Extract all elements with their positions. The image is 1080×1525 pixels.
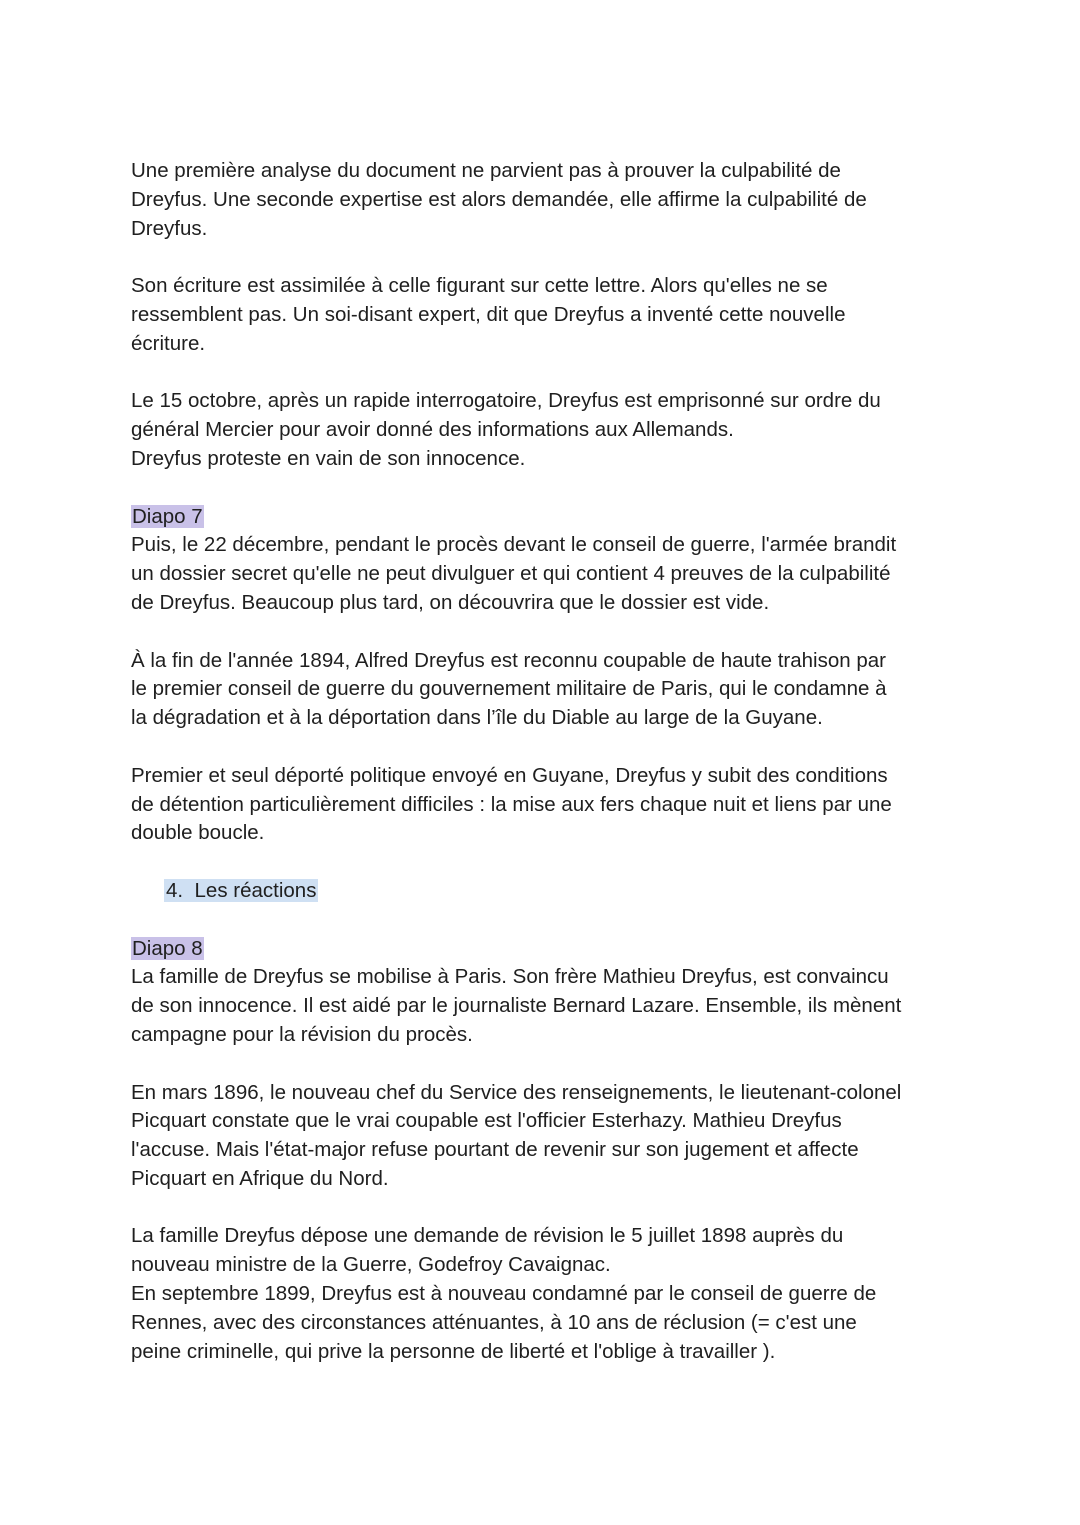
paragraph-spacer	[131, 848, 971, 877]
text-line: Dreyfus. Une seconde expertise est alors demandée, elle affirme la culpabilité de	[131, 187, 867, 211]
text-line: campagne pour la révision du procès.	[131, 1022, 473, 1046]
slide-label-line	[131, 503, 971, 532]
text-line: le premier conseil de guerre du gouvernement militaire de Paris, qui le condamne à	[131, 677, 887, 701]
slide-label: Diapo 7	[132, 504, 203, 528]
text-line: Le 15 octobre, après un rapide interrogatoire, Dreyfus est emprisonné sur ordre du	[131, 389, 881, 413]
paragraph	[131, 157, 971, 243]
text-line: l'accuse. Mais l'état-major refuse pourtant de revenir sur son jugement et affecte	[131, 1138, 859, 1162]
text-line: À la fin de l'année 1894, Alfred Dreyfus est reconnu coupable de haute trahison par	[131, 648, 886, 672]
paragraph-spacer	[131, 474, 971, 503]
text-line: La famille de Dreyfus se mobilise à Paris. Son frère Mathieu Dreyfus, est convaincu	[131, 965, 889, 989]
text-line: La famille Dreyfus dépose une demande de révision le 5 juillet 1898 auprès du	[131, 1224, 844, 1248]
text-line: Une première analyse du document ne parvient pas à prouver la culpabilité de	[131, 159, 841, 182]
text-line: peine criminelle, qui prive la personne de liberté et l'oblige à travailler ).	[131, 1339, 776, 1363]
paragraph	[131, 762, 971, 848]
paragraph-spacer	[131, 359, 971, 388]
paragraph	[131, 1222, 971, 1366]
text-line: Son écriture est assimilée à celle figurant sur cette lettre. Alors qu'elles ne se	[131, 274, 828, 298]
text-line: Dreyfus proteste en vain de son innocence.	[131, 446, 526, 470]
text-line: de détention particulièrement difficiles : la mise aux fers chaque nuit et liens par une	[131, 792, 892, 816]
slide-label: Diapo 8	[132, 936, 203, 960]
text-line: nouveau ministre de la Guerre, Godefroy Cavaignac.	[131, 1253, 611, 1277]
text-line: un dossier secret qu'elle ne peut divulguer et qui contient 4 preuves de la culpabilité	[131, 562, 891, 586]
paragraph	[131, 387, 971, 473]
paragraph-spacer	[131, 733, 971, 762]
paragraph-spacer	[131, 243, 971, 272]
text-line: ressemblent pas. Un soi-disant expert, dit que Dreyfus a inventé cette nouvelle	[131, 302, 846, 326]
text-line: de Dreyfus. Beaucoup plus tard, on découvrira que le dossier est vide.	[131, 590, 770, 614]
text-line: En mars 1896, le nouveau chef du Service des renseignements, le lieutenant-colonel	[131, 1080, 902, 1104]
section-title: Les réactions	[194, 878, 317, 902]
text-line: Picquart constate que le vrai coupable est l'officier Esterhazy. Mathieu Dreyfus	[131, 1109, 842, 1133]
text-line: Premier et seul déporté politique envoyé en Guyane, Dreyfus y subit des conditions	[131, 763, 888, 787]
paragraph-spacer	[131, 618, 971, 647]
text-line: Picquart en Afrique du Nord.	[131, 1166, 389, 1190]
paragraph-spacer	[131, 1050, 971, 1079]
paragraph	[131, 503, 971, 618]
paragraph	[131, 272, 971, 358]
section-heading-highlight	[164, 879, 318, 902]
section-number: 4.	[166, 878, 184, 902]
text-line: général Mercier pour avoir donné des informations aux Allemands.	[131, 418, 734, 442]
document-body	[131, 157, 971, 1366]
paragraph	[131, 1079, 971, 1194]
paragraph	[131, 935, 971, 1050]
paragraph	[131, 647, 971, 733]
text-line: double boucle.	[131, 821, 265, 845]
text-line: Dreyfus.	[131, 216, 208, 240]
paragraph-spacer	[131, 1194, 971, 1223]
text-line: Puis, le 22 décembre, pendant le procès devant le conseil de guerre, l'armée brandit	[131, 533, 897, 557]
text-line: En septembre 1899, Dreyfus est à nouveau condamné par le conseil de guerre de	[131, 1282, 877, 1306]
text-line: la dégradation et à la déportation dans l’île du Diable au large de la Guyane.	[131, 706, 823, 730]
section-heading	[164, 877, 971, 906]
text-line: écriture.	[131, 331, 206, 355]
slide-label-line	[131, 935, 971, 964]
paragraph-spacer	[131, 906, 971, 935]
text-line: Rennes, avec des circonstances atténuantes, à 10 ans de réclusion (= c'est une	[131, 1310, 857, 1334]
text-line: de son innocence. Il est aidé par le journaliste Bernard Lazare. Ensemble, ils mènent	[131, 994, 902, 1018]
